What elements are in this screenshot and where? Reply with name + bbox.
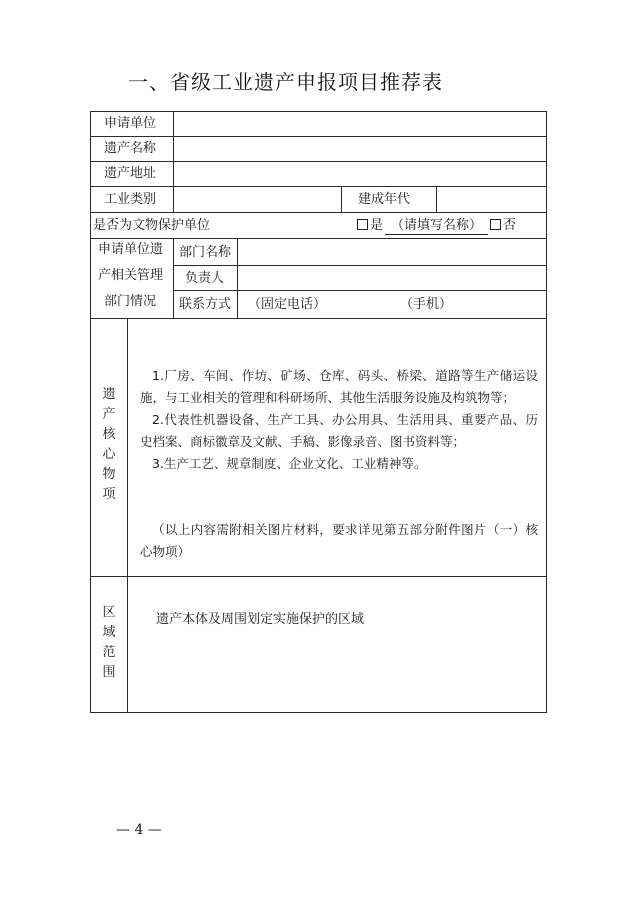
area-scope-text: 遗产本体及周围划定实施保护的区域 <box>156 612 365 627</box>
column-divider <box>173 238 174 318</box>
dept-label-line-2: 产相关管理 <box>98 268 164 283</box>
dept-label-line-1: 申请单位遗 <box>98 242 164 257</box>
row-divider <box>90 161 547 162</box>
protection-unit-name-field[interactable]: （请填写名称） <box>385 218 488 235</box>
dept-name-label: 部门名称 <box>179 245 232 260</box>
cultural-protection-label: 是否为文物保护单位 <box>93 218 211 233</box>
landline-hint: （固定电话） <box>248 297 327 312</box>
applicant-label: 申请单位 <box>104 116 157 131</box>
column-divider <box>237 238 238 318</box>
core-items-note: （以上内容需附相关图片材料，要求详见第五部分附件图片（一）核心物项） <box>140 522 538 559</box>
row-divider <box>90 318 547 319</box>
person-in-charge-label: 负责人 <box>185 271 225 286</box>
row-divider <box>173 265 547 266</box>
page-title: 一、省级工业遗产申报项目推荐表 <box>128 70 443 94</box>
heritage-name-label: 遗产名称 <box>104 141 157 156</box>
cultural-protection-options <box>357 218 516 235</box>
column-divider <box>173 111 174 212</box>
table-left-border <box>90 111 91 713</box>
page-number: — 4 — <box>116 822 162 838</box>
core-item-3: 3.生产工艺、规章制度、企业文化、工业精神等。 <box>152 456 427 471</box>
row-divider <box>90 238 547 239</box>
yes-checkbox[interactable] <box>357 219 368 230</box>
dept-label-line-3: 部门情况 <box>104 294 157 309</box>
build-year-label: 建成年代 <box>358 192 411 207</box>
row-divider <box>90 136 547 137</box>
no-option-label: 否 <box>503 218 517 233</box>
area-scope-label: 区域范围 <box>102 605 116 680</box>
column-divider <box>127 318 128 712</box>
industry-category-label: 工业类别 <box>104 192 157 207</box>
mobile-hint: （手机） <box>400 297 453 312</box>
heritage-address-label: 遗产地址 <box>104 166 157 181</box>
column-divider <box>341 186 342 212</box>
column-divider <box>436 186 437 212</box>
table-right-border <box>546 111 547 713</box>
no-checkbox[interactable] <box>490 219 501 230</box>
row-divider <box>90 186 547 187</box>
row-divider <box>90 212 547 213</box>
yes-option-label: 是 <box>370 218 384 233</box>
contact-label: 联系方式 <box>179 297 232 312</box>
table-top-border <box>90 111 547 112</box>
row-divider <box>90 576 547 577</box>
core-item-1: 1.厂房、车间、作坊、矿场、仓库、码头、桥梁、道路等生产储运设施，与工业相关的管理和科研场所、其他生活服务设施及构筑物等； <box>140 368 538 405</box>
row-divider <box>173 290 547 291</box>
table-bottom-border <box>90 712 547 713</box>
core-item-2: 2.代表性机器设备、生产工具、办公用具、生活用具、重要产品、历史档案、商标徽章及文献、手稿、影像录音、图书资料等； <box>140 412 538 449</box>
core-items-label: 遗产核心物项 <box>102 387 116 502</box>
